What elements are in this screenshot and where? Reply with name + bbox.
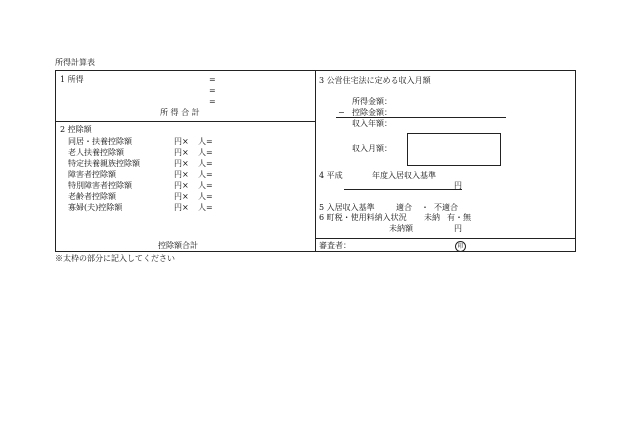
unpaid-amount-label: 未納額 (389, 224, 413, 233)
income-standard-line (344, 189, 462, 190)
deduction-total-label: 控除額合計 (158, 241, 198, 250)
income-eq-2: = (209, 86, 216, 95)
income-eq-3: = (209, 97, 216, 106)
deduction-label: 特定扶養親族控除額 (68, 159, 140, 168)
persons-equals: 人= (198, 148, 213, 157)
deduction-label: 寡婦(夫)控除額 (68, 203, 123, 212)
deduction-row-widow (68, 202, 268, 212)
section-divider-left (56, 121, 315, 122)
income-heading: 1 所得 (60, 75, 84, 84)
persons-equals: 人= (198, 181, 213, 190)
deduction-row-aged (68, 191, 268, 201)
deduction-row-disability (68, 169, 268, 179)
unfit-option[interactable]: 不適合 (434, 203, 458, 212)
minus-sign: − (338, 108, 345, 117)
fit-option[interactable]: 適合 (396, 203, 412, 212)
deduction-label: 老人扶養控除額 (68, 148, 124, 157)
yen-times: 円× (174, 159, 189, 168)
deduction-label: 同居・扶養控除額 (68, 137, 132, 146)
option-separator: ・ (421, 203, 429, 212)
deduction-row-specific-dependent (68, 158, 268, 168)
seal-icon: 印 (455, 241, 466, 252)
form-title: 所得計算表 (55, 58, 95, 67)
persons-equals: 人= (198, 137, 213, 146)
yen-times: 円× (174, 170, 189, 179)
income-eq-1: = (209, 75, 216, 84)
income-total-label: 所 得 合 計 (160, 108, 200, 117)
yen-times: 円× (174, 137, 189, 146)
annual-income-label: 収入年額： (352, 119, 392, 128)
yen-times: 円× (174, 203, 189, 212)
deduction-label: 障害者控除額 (68, 170, 116, 179)
unpaid-label: 未納 (424, 213, 440, 222)
deduction-label: 老齢者控除額 (68, 192, 116, 201)
fiscal-year-era: 4 平成 (319, 171, 343, 180)
persons-equals: 人= (198, 203, 213, 212)
tax-payment-status-label: 6 町税・使用料納入状況 (319, 213, 407, 222)
deduction-row-special-disability (68, 180, 268, 190)
yen-times: 円× (174, 148, 189, 157)
deduction-amount-label: 控除金額： (352, 108, 392, 117)
income-standard-yen: 円 (454, 181, 462, 190)
monthly-income-box[interactable] (407, 133, 501, 166)
subtraction-line (336, 117, 506, 118)
persons-equals: 人= (198, 192, 213, 201)
reviewer-divider (316, 238, 576, 239)
deduction-row-elderly-dependent (68, 147, 268, 157)
column-divider (315, 71, 316, 252)
admission-standard-label: 5 入居収入基準 (319, 203, 375, 212)
footnote: ※太枠の部分に記入してください (55, 254, 175, 263)
monthly-income-heading: 3 公営住宅法に定める収入月額 (319, 76, 431, 85)
unpaid-choice[interactable]: 有・無 (447, 213, 471, 222)
yen-times: 円× (174, 192, 189, 201)
reviewer-label: 審査者： (319, 241, 351, 250)
deduction-label: 特別障害者控除額 (68, 181, 132, 190)
income-amount-label: 所得金額： (352, 97, 392, 106)
persons-equals: 人= (198, 159, 213, 168)
monthly-income-label: 収入月額： (352, 144, 392, 153)
persons-equals: 人= (198, 170, 213, 179)
yen-times: 円× (174, 181, 189, 190)
deduction-row-cohabitant (68, 136, 268, 146)
unpaid-amount-yen: 円 (454, 224, 462, 233)
income-calculation-table (55, 70, 576, 252)
income-standard-label: 年度入居収入基準 (372, 171, 436, 180)
deduction-heading: 2 控除額 (60, 125, 92, 134)
